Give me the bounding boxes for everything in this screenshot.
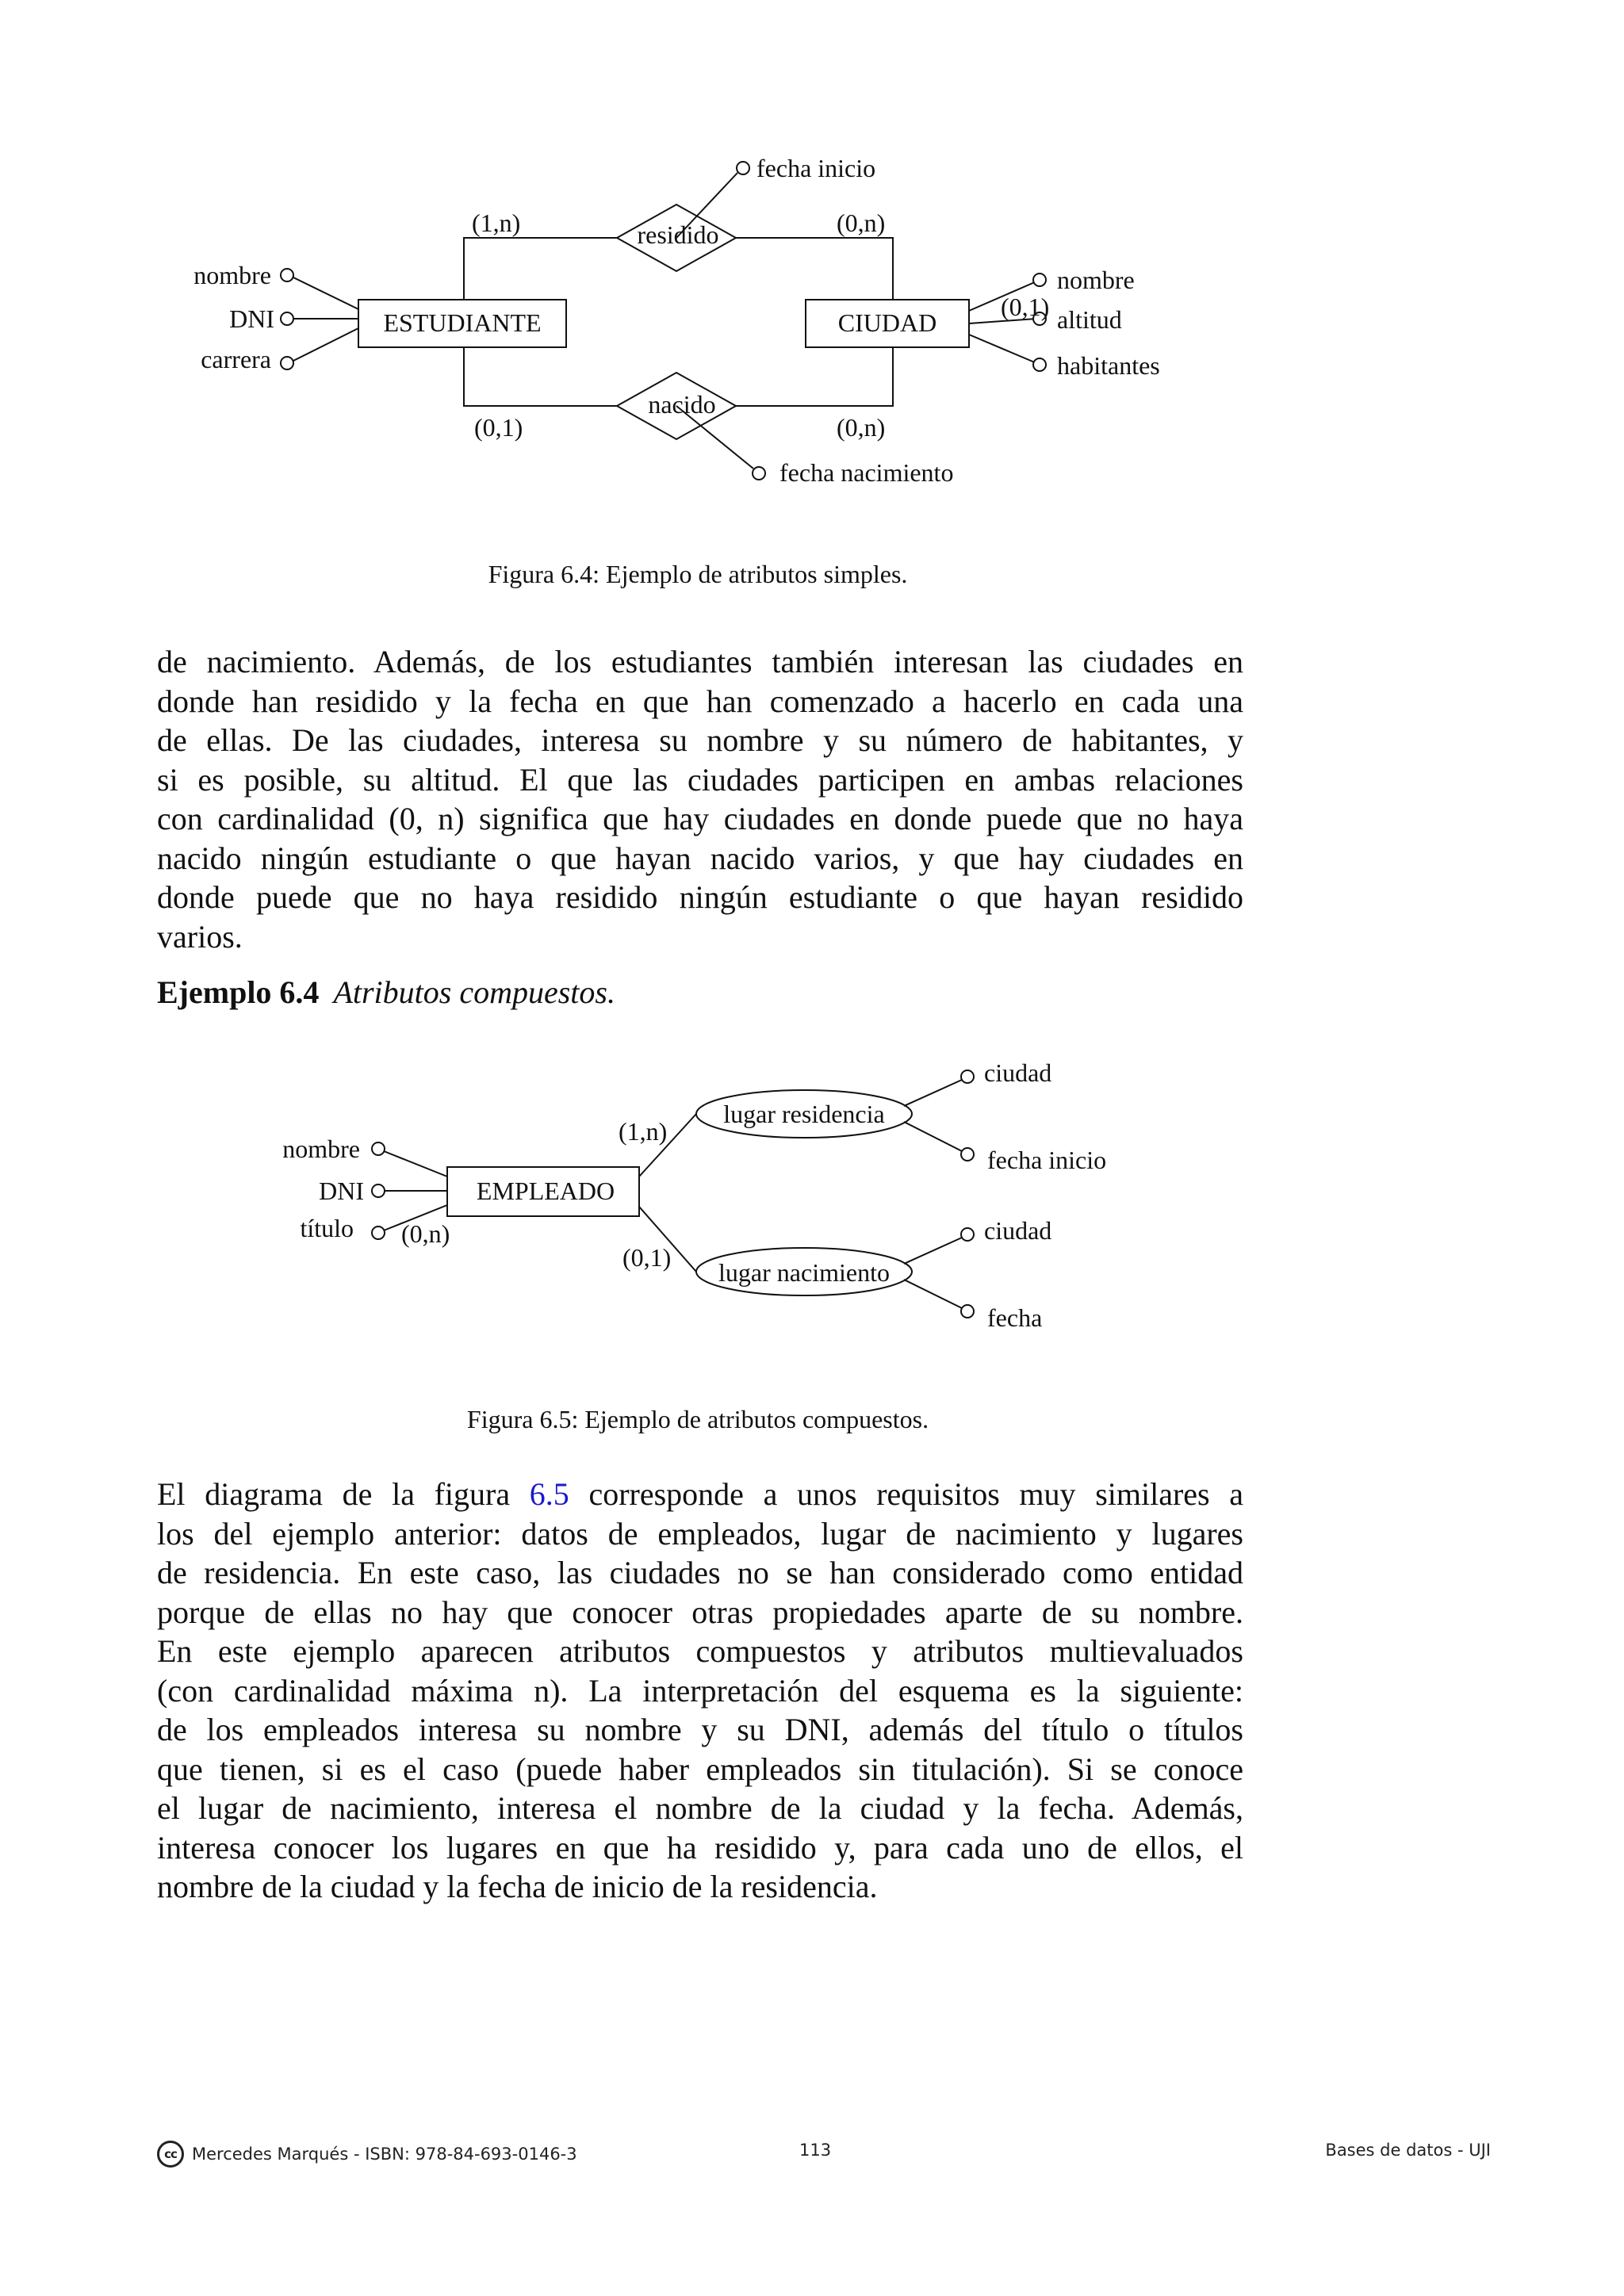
- paragraph-text: corresponde a unos requisitos muy similares a: [588, 1476, 1244, 1512]
- paragraph-line: de nacimiento. Además, de los estudiantes también interesan las ciudades en: [157, 644, 1243, 679]
- attribute-empleado-dni: DNI: [319, 1177, 364, 1205]
- attribute-circle-icon: [281, 312, 293, 325]
- paragraph-text: El diagrama de la figura: [157, 1476, 511, 1512]
- cardinality-titulo: (0,n): [401, 1219, 450, 1248]
- attribute-ciudad-habitantes: habitantes: [1057, 351, 1160, 380]
- paragraph-line: (con cardinalidad máxima n). La interpretación del esquema es la siguiente:: [157, 1672, 1243, 1709]
- figure-reference-link[interactable]: 6.5: [529, 1476, 569, 1512]
- paragraph-line: varios.: [157, 918, 243, 955]
- attribute-circle-icon: [372, 1142, 385, 1155]
- paragraph-line: que tienen, si es el caso (puede haber empleados sin titulación). Si se conoce: [157, 1751, 1243, 1787]
- entity-estudiante-label: ESTUDIANTE: [383, 308, 542, 337]
- attribute-empleado-nombre: nombre: [282, 1135, 360, 1163]
- entity-ciudad-label: CIUDAD: [837, 308, 937, 337]
- attribute-fecha-inicio: fecha inicio: [756, 154, 876, 182]
- er-diagram-simple-attributes: [0, 119, 1624, 563]
- example-label: Ejemplo 6.4: [157, 974, 320, 1010]
- attribute-residencia-ciudad: ciudad: [984, 1058, 1052, 1087]
- paragraph-line: porque de ellas no hay que conocer otras propiedades aparte de su nombre.: [157, 1594, 1243, 1630]
- paragraph-line: con cardinalidad (0, n) significa que hay ciudades en donde puede que no haya: [157, 801, 1243, 836]
- attribute-empleado-titulo: título: [300, 1214, 354, 1242]
- attribute-circle-icon: [737, 162, 749, 174]
- paragraph-line: donde puede que no haya residido ningún estudiante o que hayan residido: [157, 879, 1243, 915]
- attribute-estudiante-nombre: nombre: [193, 261, 271, 289]
- attribute-circle-icon: [961, 1228, 974, 1241]
- attribute-nacimiento-fecha: fecha: [987, 1303, 1043, 1332]
- cardinality-nacido-ciudad: (0,n): [837, 413, 886, 442]
- body-paragraph: [157, 1475, 1243, 1907]
- creative-commons-icon: cc: [157, 2141, 184, 2168]
- attribute-circle-icon: [961, 1070, 974, 1083]
- paragraph-line: de ellas. De las ciudades, interesa su nombre y su número de habitantes, y: [157, 722, 1243, 758]
- footer-author-text: Mercedes Marqués - ISBN: 978-84-693-0146-3: [192, 2145, 577, 2164]
- footer-author: [157, 2141, 577, 2168]
- cardinality-nacido-estudiante: (0,1): [474, 413, 523, 442]
- entity-empleado-label: EMPLEADO: [476, 1177, 615, 1205]
- paragraph-line: si es posible, su altitud. El que las ciudades participen en ambas relaciones: [157, 761, 1243, 798]
- attribute-circle-icon: [753, 467, 765, 480]
- paragraph-line: interesa conocer los lugares en que ha residido y, para cada uno de ellos, el: [157, 1829, 1243, 1866]
- attribute-estudiante-dni: DNI: [229, 304, 274, 333]
- attribute-circle-icon: [961, 1305, 974, 1318]
- paragraph-line: En este ejemplo aparecen atributos compuestos y atributos multievaluados: [157, 1633, 1243, 1669]
- paragraph-line: [157, 1475, 1243, 1514]
- cardinality-residido-ciudad: (0,n): [837, 209, 886, 237]
- attribute-circle-icon: [281, 269, 293, 281]
- cardinality-altitud: (0,1): [1001, 293, 1050, 321]
- er-diagram-composite-attributes: [0, 1031, 1624, 1372]
- page-number: 113: [799, 2141, 832, 2160]
- paragraph-line: de residencia. En este caso, las ciudades no se han considerado como entidad: [157, 1555, 1243, 1590]
- paragraph-line: nacido ningún estudiante o que hayan nacido varios, y que hay ciudades en: [157, 840, 1243, 876]
- attribute-circle-icon: [961, 1148, 974, 1161]
- attribute-ciudad-nombre: nombre: [1057, 266, 1135, 294]
- paragraph-line: de los empleados interesa su nombre y su DNI, además del título o títulos: [157, 1712, 1243, 1747]
- attribute-residencia-fecha-inicio: fecha inicio: [987, 1146, 1107, 1174]
- attribute-fecha-nacimiento: fecha nacimiento: [779, 458, 954, 487]
- paragraph-line: nombre de la ciudad y la fecha de inicio de la residencia.: [157, 1869, 878, 1904]
- cardinality-lugar-nacimiento: (0,1): [622, 1243, 672, 1272]
- figure-caption: Figura 6.5: Ejemplo de atributos compuestos.: [466, 1405, 929, 1433]
- attribute-nacimiento-ciudad: ciudad: [984, 1216, 1052, 1245]
- attribute-circle-icon: [281, 357, 293, 369]
- relationship-residido-label: residido: [637, 220, 719, 249]
- body-paragraph: [157, 642, 1243, 956]
- attribute-circle-icon: [372, 1184, 385, 1197]
- paragraph-line: donde han residido y la fecha en que han comenzado a hacerlo en cada una: [157, 683, 1243, 719]
- paragraph-line: el lugar de nacimiento, interesa el nombre de la ciudad y la fecha. Además,: [157, 1790, 1243, 1826]
- cardinality-residido-estudiante: (1,n): [472, 209, 521, 237]
- cardinality-lugar-residencia: (1,n): [619, 1117, 668, 1146]
- attribute-estudiante-carrera: carrera: [201, 345, 271, 373]
- example-heading: [157, 974, 615, 1011]
- composite-lugar-residencia-label: lugar residencia: [723, 1100, 885, 1128]
- example-title: Atributos compuestos.: [333, 974, 615, 1010]
- footer-book-title: Bases de datos - UJI: [1325, 2141, 1491, 2160]
- attribute-circle-icon: [372, 1226, 385, 1239]
- figure-caption: Figura 6.4: Ejemplo de atributos simples.: [488, 560, 908, 588]
- paragraph-line: los del ejemplo anterior: datos de empleados, lugar de nacimiento y lugares: [157, 1515, 1243, 1552]
- composite-lugar-nacimiento-label: lugar nacimiento: [718, 1258, 890, 1287]
- attribute-circle-icon: [1033, 274, 1046, 286]
- attribute-ciudad-altitud: altitud: [1057, 305, 1122, 334]
- relationship-nacido-label: nacido: [648, 390, 716, 419]
- attribute-circle-icon: [1033, 358, 1046, 371]
